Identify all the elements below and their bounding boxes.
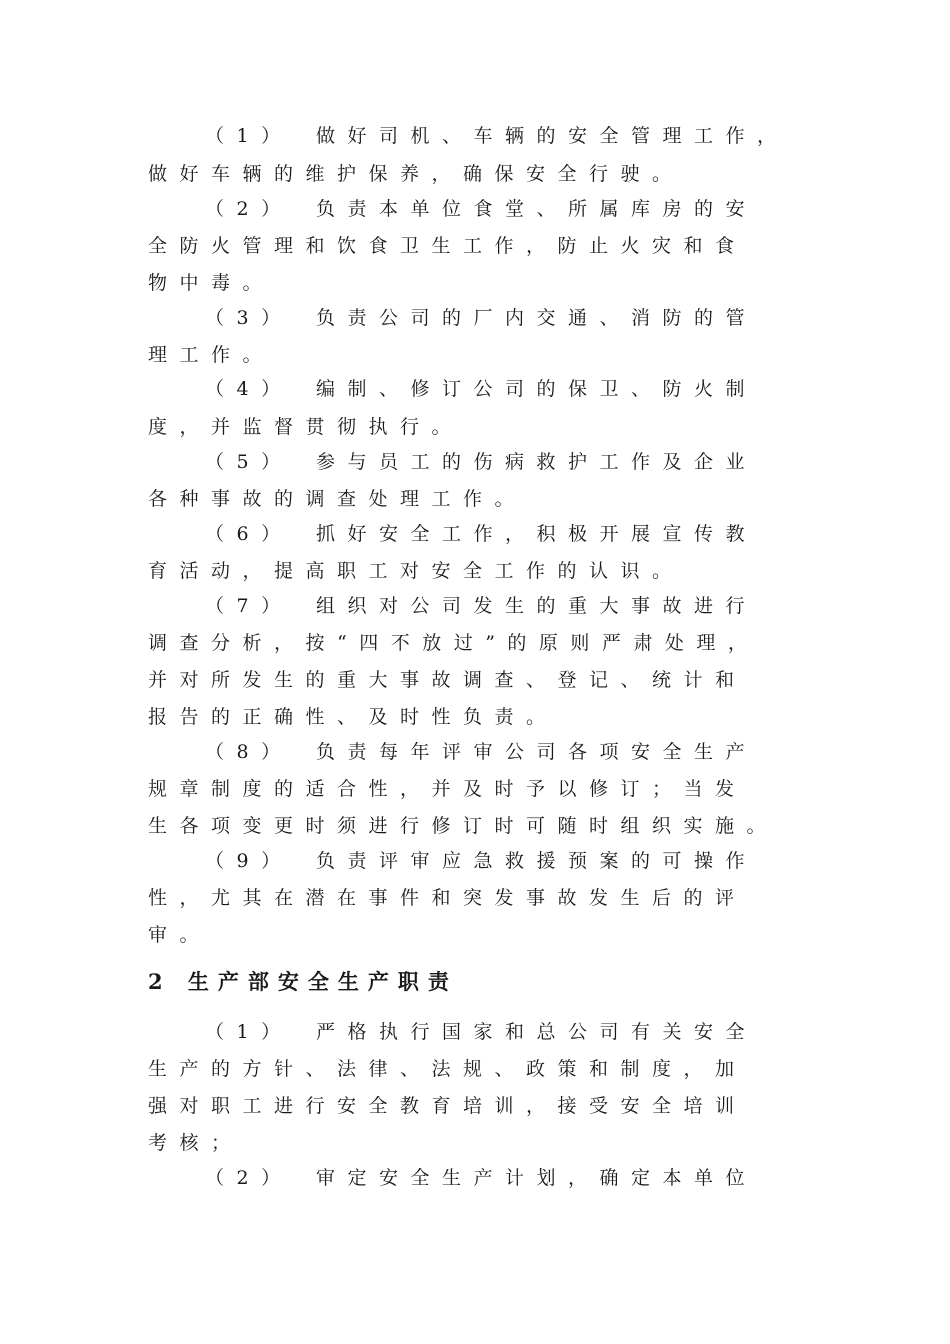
item-text-line: 负责公司的厂内交通、消防的管 — [316, 307, 758, 329]
item-number: （2） — [205, 198, 293, 220]
item-text-line: 报告的正确性、及时性负责。 — [148, 706, 558, 728]
section-heading: 2 生产部安全生产职责 — [148, 969, 458, 994]
item-text-line: 抓好安全工作，积极开展宣传教 — [316, 523, 758, 545]
item-text-line: 负责本单位食堂、所属库房的安 — [316, 198, 758, 220]
item-text-line: 做好司机、车辆的安全管理工作， — [316, 125, 789, 147]
item-number: （7） — [205, 595, 293, 617]
item-text-line: 参与员工的伤病救护工作及企业 — [316, 451, 758, 473]
item-number: （2） — [205, 1167, 293, 1189]
item-number: （1） — [205, 1021, 293, 1043]
item-text-line: 审。 — [148, 924, 212, 946]
item-text-line: 理工作。 — [148, 344, 275, 366]
item-text-line: 生各项变更时须进行修订时可随时组织实施。 — [148, 815, 779, 837]
item-text-line: 组织对公司发生的重大事故进行 — [316, 595, 758, 617]
item-number: （1） — [205, 125, 293, 147]
item-text-line: 做好车辆的维护保养，确保安全行驶。 — [148, 163, 684, 185]
item-number: （8） — [205, 741, 293, 763]
item-text-line: 生产的方针、法律、法规、政策和制度，加 — [148, 1058, 747, 1080]
item-text-line: 强对职工进行安全教育培训，接受安全培训 — [148, 1095, 747, 1117]
item-text-line: 度，并监督贯彻执行。 — [148, 416, 464, 438]
item-text-line: 调查分析，按“四不放过”的原则严肃处理， — [148, 632, 760, 654]
item-text-line: 负责每年评审公司各项安全生产 — [316, 741, 758, 763]
item-text-line: 育活动，提高职工对安全工作的认识。 — [148, 560, 684, 582]
item-text-line: 各种事故的调查处理工作。 — [148, 488, 527, 510]
item-number: （9） — [205, 850, 293, 872]
item-number: （6） — [205, 523, 293, 545]
item-text-line: 审定安全生产计划，确定本单位 — [316, 1167, 758, 1189]
item-number: （3） — [205, 307, 293, 329]
item-text-line: 全防火管理和饮食卫生工作，防止火灾和食 — [148, 235, 747, 257]
item-text-line: 规章制度的适合性，并及时予以修订；当发 — [148, 778, 747, 800]
item-text-line: 并对所发生的重大事故调查、登记、统计和 — [148, 669, 747, 691]
item-number: （5） — [205, 451, 293, 473]
item-text-line: 严格执行国家和总公司有关安全 — [316, 1021, 758, 1043]
item-text-line: 性，尤其在潜在事件和突发事故发生后的评 — [148, 887, 747, 909]
item-text-line: 物中毒。 — [148, 272, 275, 294]
item-text-line: 考核； — [148, 1132, 243, 1154]
item-text-line: 负责评审应急救援预案的可操作 — [316, 850, 758, 872]
item-number: （4） — [205, 378, 293, 400]
item-text-line: 编制、修订公司的保卫、防火制 — [316, 378, 758, 400]
